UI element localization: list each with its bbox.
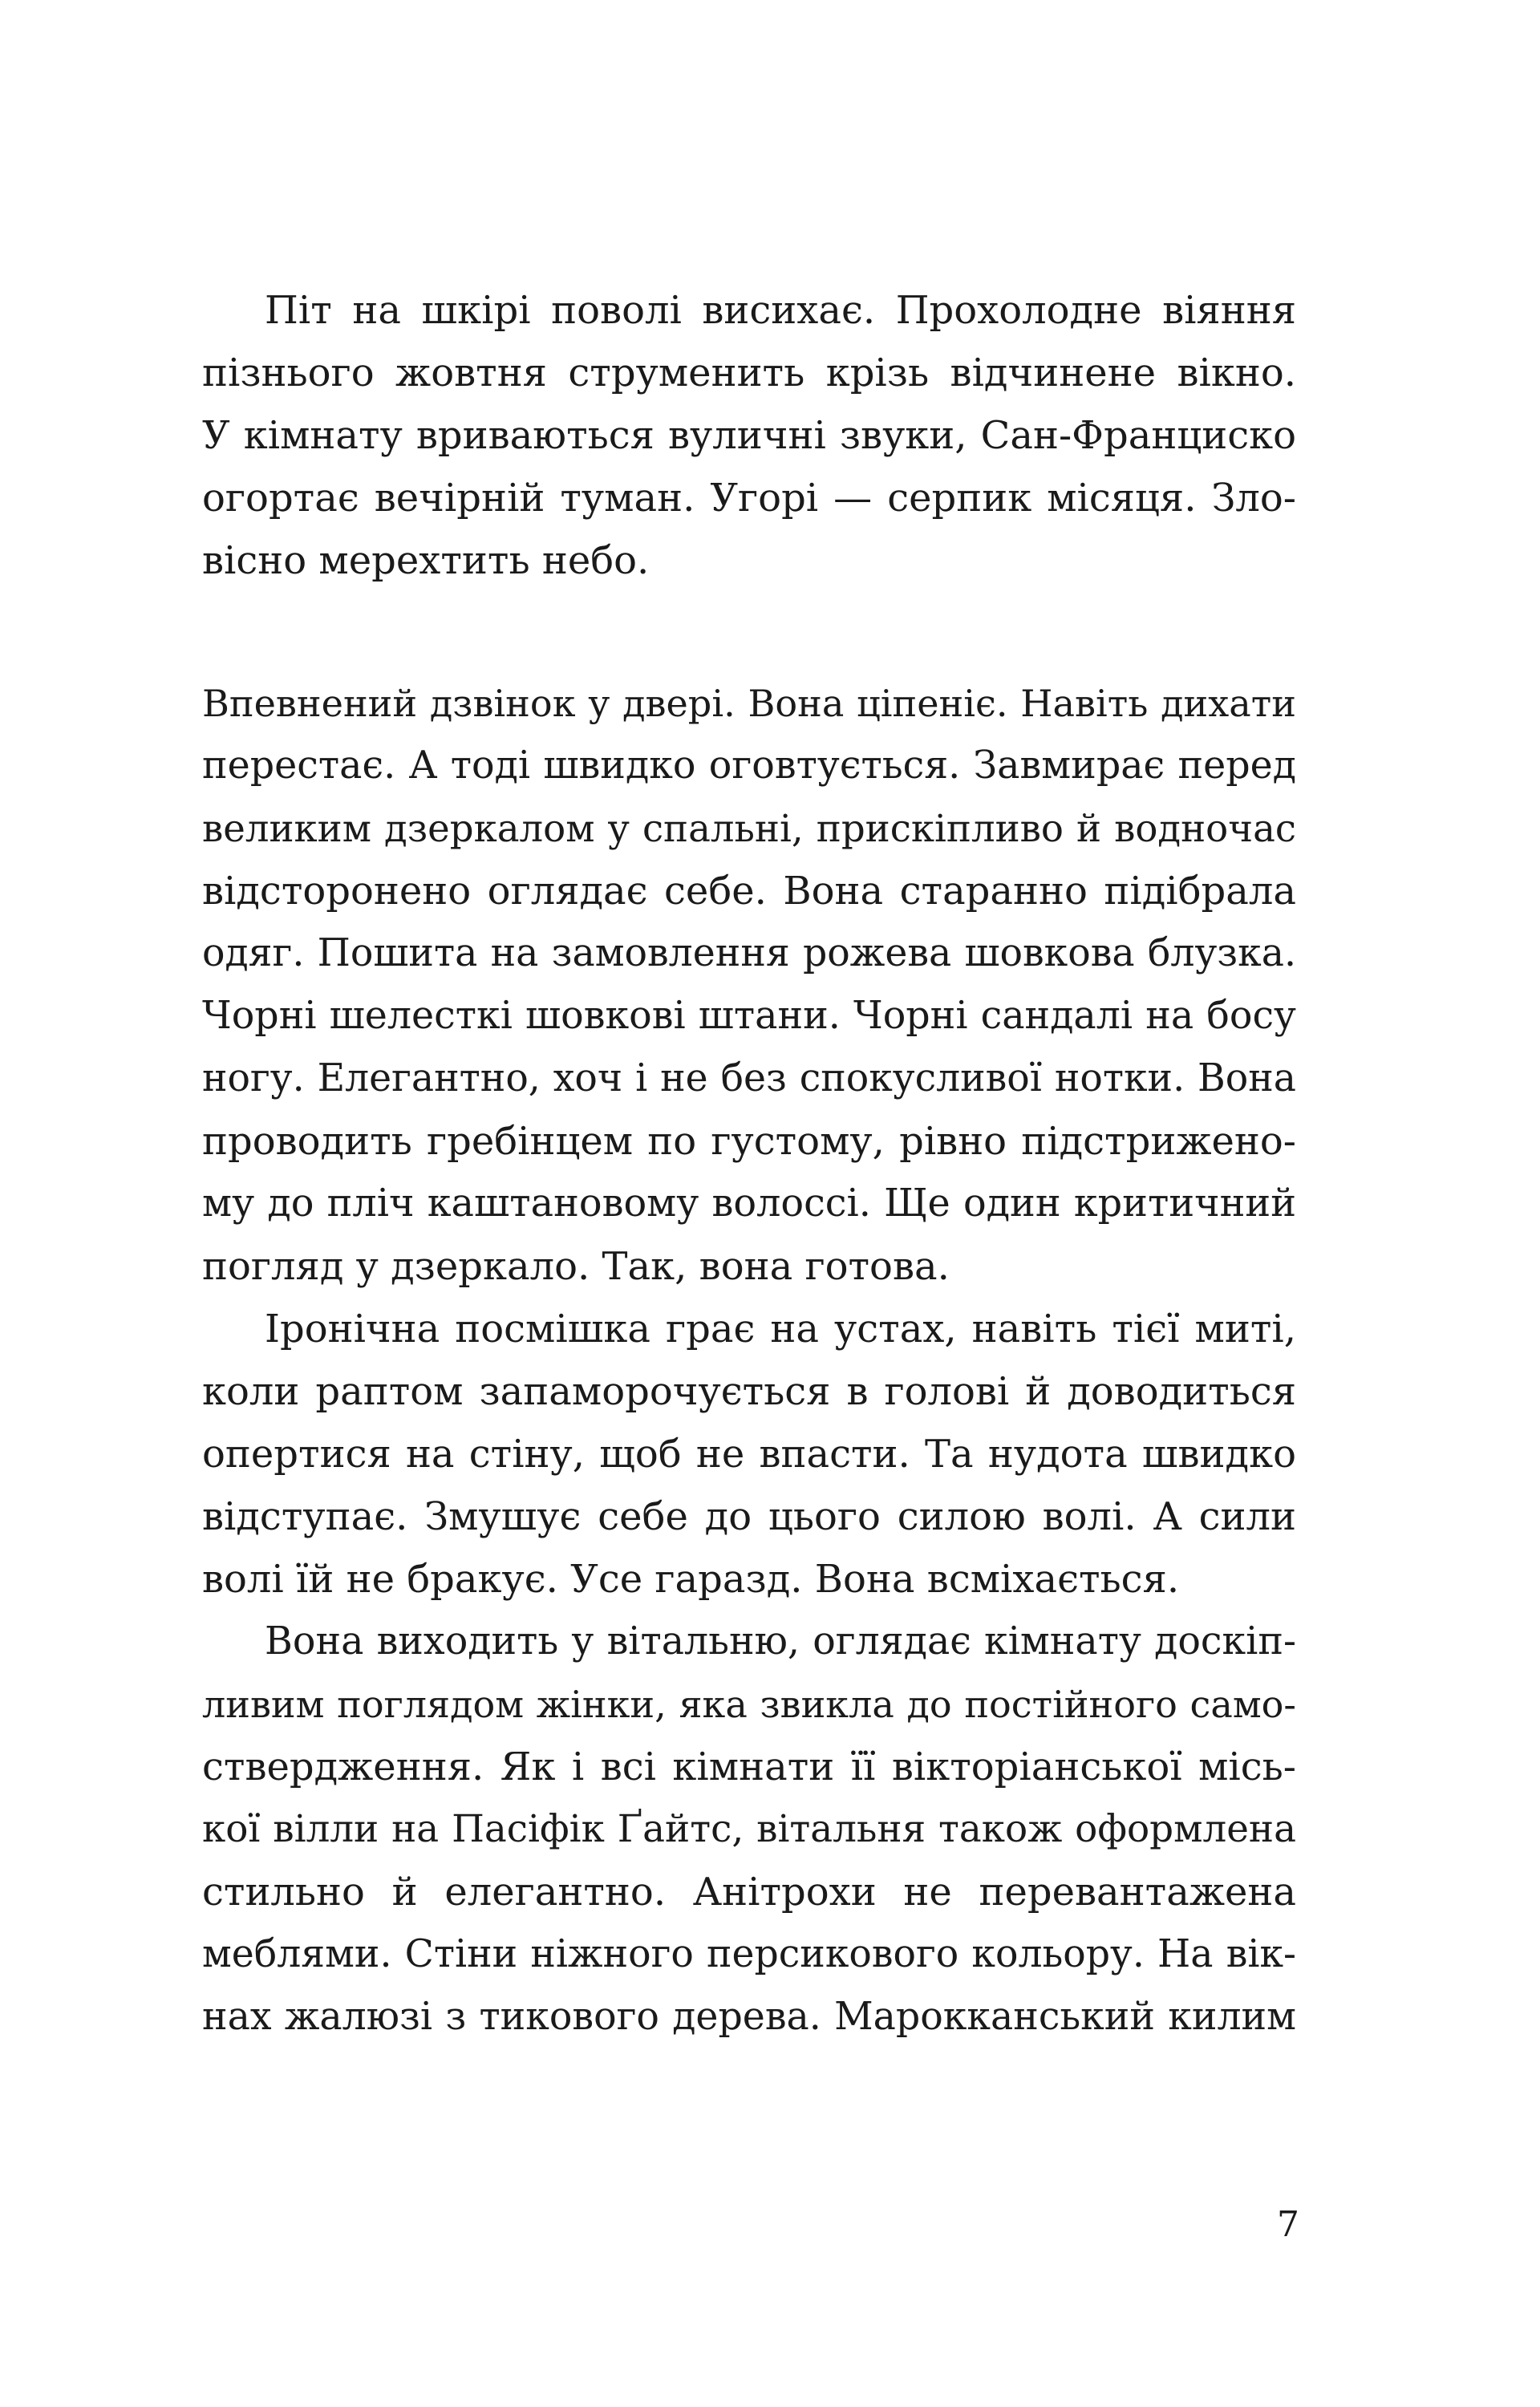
paragraph-3 (202, 1298, 1296, 1611)
text-line: перестає. А тоді швидко оговтується. Завмирає перед (202, 744, 1296, 788)
text-line: погляд у дзеркало. Так, вона готова. (202, 1244, 950, 1289)
text-line: стильно й елегантно. Анітрохи не перевантажена (202, 1870, 1296, 1915)
paragraph-4 (202, 1611, 1296, 2048)
text-line: ливим поглядом жінки, яка звикла до постійного само- (202, 1683, 1296, 1726)
text-line: Вона виходить у вітальню, оглядає кімнату доскіп- (265, 1619, 1296, 1663)
page-number: 7 (1277, 2204, 1299, 2245)
text-line: Піт на шкірі поволі висихає. Прохолодне віяння (265, 288, 1296, 333)
text-line: одяг. Пошита на замовлення рожева шовкова блузка. (202, 931, 1296, 975)
text-line: меблями. Стіни ніжного персикового кольору. На вік- (202, 1932, 1296, 1976)
text-line: відсторонено оглядає себе. Вона старанно підібрала (202, 869, 1296, 914)
text-line: великим дзеркалом у спальні, прискіпливо й водночас (202, 807, 1296, 850)
text-line: ствердження. Як і всі кімнати її вікторіанської місь- (202, 1744, 1296, 1789)
text-line: Іронічна посмішка грає на устах, навіть тієї миті, (265, 1307, 1296, 1351)
paragraph-1 (202, 279, 1296, 592)
text-line: відступає. Змушує себе до цього силою волі. А сили (202, 1494, 1296, 1539)
paragraph-2 (202, 672, 1296, 1298)
text-line: Впевнений дзвінок у двері. Вона ціпеніє. Навіть дихати (202, 682, 1296, 725)
text-line: опертися на стіну, щоб не впасти. Та нудота швидко (202, 1432, 1296, 1477)
text-line: Чорні шелесткі шовкові штани. Чорні сандалі на босу (202, 994, 1296, 1038)
text-line: проводить гребінцем по густому, рівно підстрижено- (202, 1119, 1296, 1164)
text-line: огортає вечірній туман. Угорі — серпик місяця. Зло- (202, 476, 1296, 521)
text-section-2 (202, 672, 1296, 2048)
text-line: вісно мерехтить небо. (202, 538, 650, 583)
text-line: ногу. Елегантно, хоч і не без спокусливої нотки. Вона (202, 1056, 1296, 1100)
text-line: пізнього жовтня струменить крізь відчинене вікно. (202, 351, 1296, 395)
text-line: У кімнату вриваються вуличні звуки, Сан-Франциско (202, 413, 1296, 458)
text-line: коли раптом запаморочується в голові й доводиться (202, 1369, 1296, 1414)
text-line: му до пліч каштановому волоссі. Ще один критичний (202, 1181, 1296, 1226)
text-line: кої вілли на Пасіфік Ґайтс, вітальня також оформлена (202, 1808, 1296, 1851)
text-line: волі їй не бракує. Усе гаразд. Вона всміхається. (202, 1557, 1180, 1602)
text-line: нах жалюзі з тикового дерева. Марокканський килим (202, 1995, 1296, 2039)
